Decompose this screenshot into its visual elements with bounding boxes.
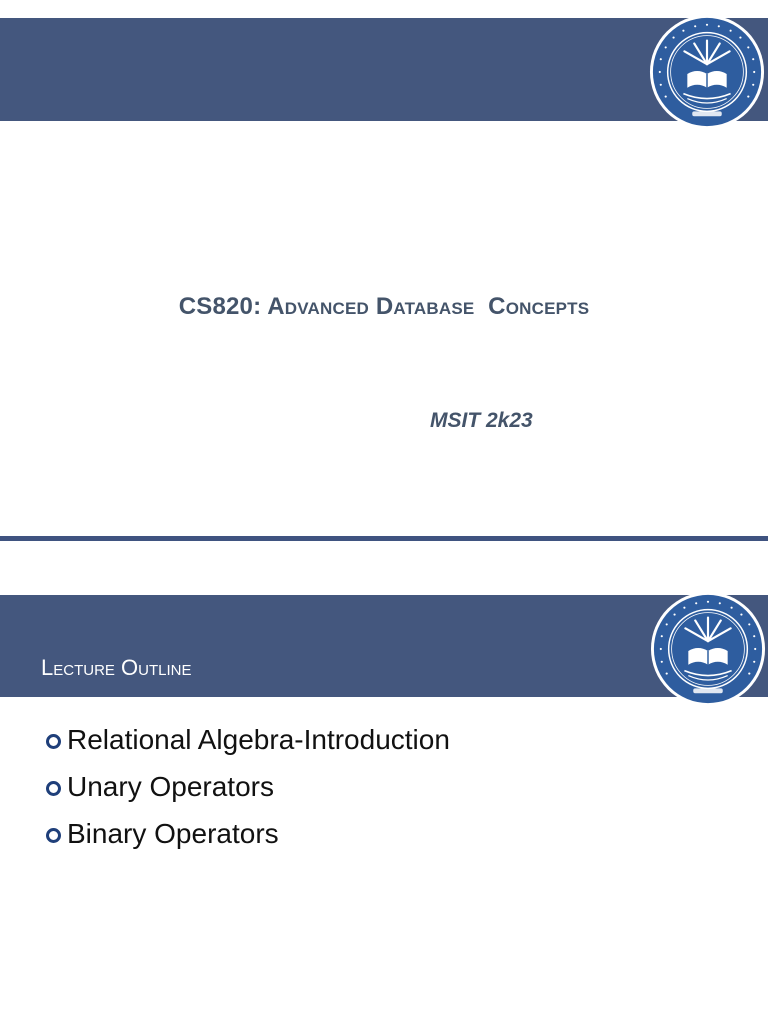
- slide-divider-line: [0, 536, 768, 541]
- course-title: CS820: Advanced Database Concepts: [178, 293, 590, 320]
- bullet-ring-icon: [46, 828, 61, 843]
- list-item-text: Binary Operators: [67, 818, 279, 849]
- list-item-text: Relational Algebra-Introduction: [67, 724, 450, 755]
- university-seal-icon: [649, 590, 767, 708]
- list-item: [46, 716, 450, 763]
- outline-slide: [0, 576, 768, 1024]
- outline-list: [46, 716, 450, 857]
- university-seal-icon: [648, 13, 766, 131]
- bullet-ring-icon: [46, 734, 61, 749]
- list-item: [46, 810, 450, 857]
- list-item: [46, 763, 450, 810]
- slide-gap: [0, 542, 768, 576]
- course-subtitle: MSIT 2k23: [430, 409, 533, 432]
- list-item-text: Unary Operators: [67, 771, 274, 802]
- bullet-ring-icon: [46, 781, 61, 796]
- section-title: Lecture Outline: [41, 655, 192, 680]
